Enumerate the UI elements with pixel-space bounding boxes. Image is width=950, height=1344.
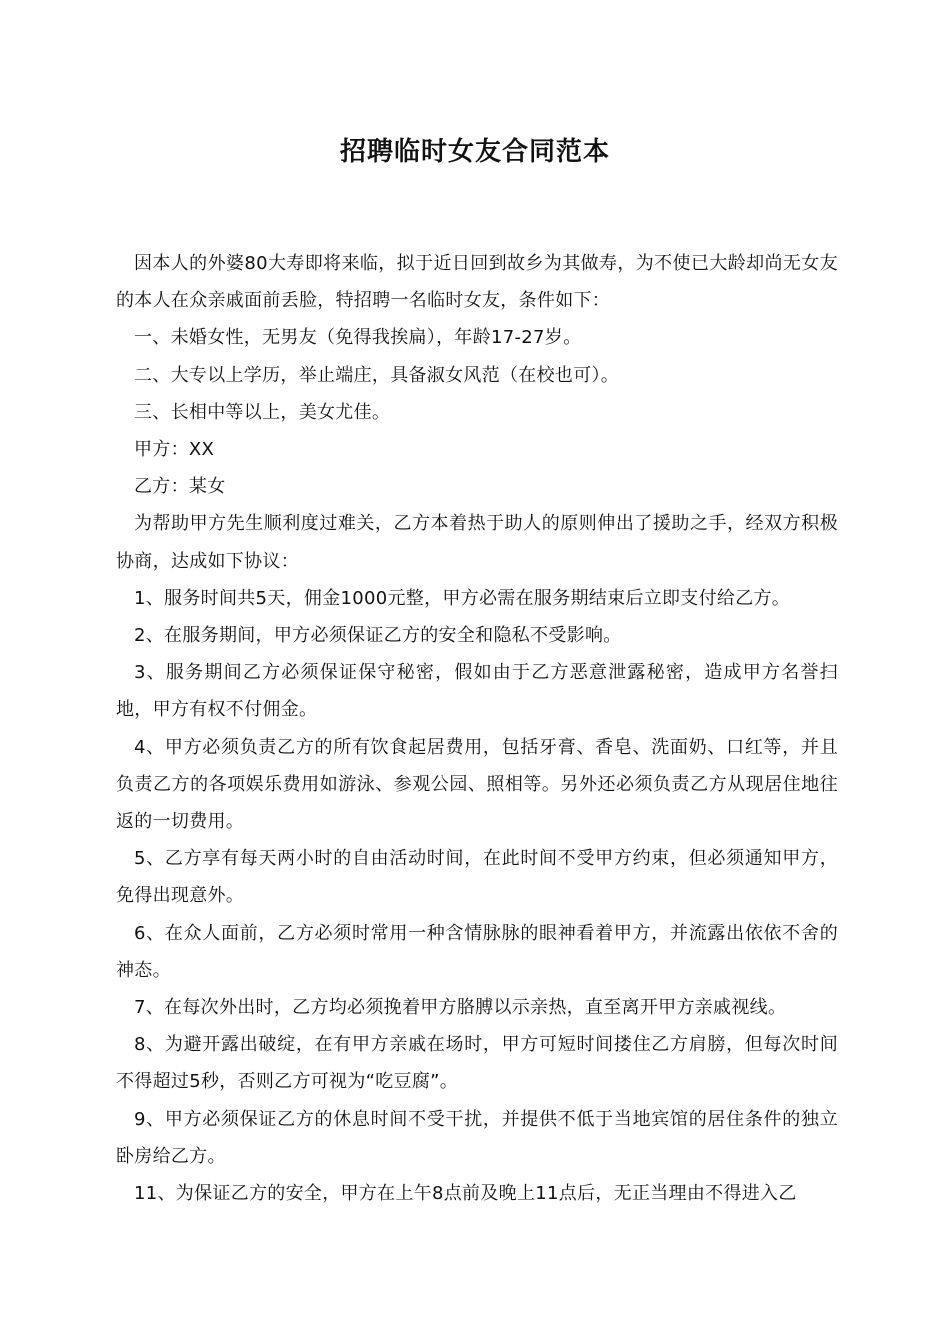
intro-paragraph: 因本人的外婆80大寿即将来临，拟于近日回到故乡为其做寿，为不使已大龄却尚无女友的本人在众亲戚面前丢脸，特招聘一名临时女友，条件如下： [116, 253, 838, 312]
clause-item: 2、在服务期间，甲方必须保证乙方的安全和隐私不受影响。 [134, 625, 622, 647]
clause-item: 4、甲方必须负责乙方的所有饮食起居费用，包括牙膏、香皂、洗面奶、口红等，并且负责乙方的各项娱乐费用如游泳、参观公园、照相等。另外还必须负责乙方从现居住地往返的一切费用。 [116, 736, 838, 833]
clause-item: 6、在众人面前，乙方必须时常用一种含情脉脉的眼神看着甲方，并流露出依依不舍的神态。 [116, 922, 838, 981]
party-a-line: 甲方：XX [134, 439, 215, 461]
clause-item: 9、甲方必须保证乙方的休息时间不受干扰，并提供不低于当地宾馆的居住条件的独立卧房给乙方。 [116, 1108, 838, 1167]
condition-item: 一、未婚女性，无男友（免得我挨扁），年龄17-27岁。 [134, 327, 582, 349]
document-title: 招聘临时女友合同范本 [339, 137, 610, 167]
clause-item: 8、为避开露出破绽，在有甲方亲戚在场时，甲方可短时间搂住乙方肩膀，但每次时间不得超过5秒，否则乙方可视为“吃豆腐”。 [116, 1034, 838, 1093]
clause-item: 11、为保证乙方的安全，甲方在上午8点前及晚上11点后，无正当理由不得进入乙 [134, 1183, 797, 1205]
clause-item: 1、服务时间共5天，佣金1000元整，甲方必需在服务期结束后立即支付给乙方。 [134, 587, 791, 609]
clause-item: 7、在每次外出时，乙方均必须挽着甲方胳膊以示亲热，直至离开甲方亲戚视线。 [134, 997, 787, 1019]
condition-item: 二、大专以上学历，举止端庄，具备淑女风范（在校也可）。 [134, 364, 620, 386]
condition-item: 三、长相中等以上，美女尤佳。 [134, 401, 391, 423]
agreement-preamble: 为帮助甲方先生顺利度过难关，乙方本着热于助人的原则伸出了援助之手，经双方积极协商，达成如下协议： [116, 513, 838, 572]
document-body [116, 245, 838, 1212]
clause-item: 5、乙方享有每天两小时的自由活动时间，在此时间不受甲方约束，但必须通知甲方，免得出现意外。 [116, 848, 838, 907]
party-b-line: 乙方：某女 [134, 476, 226, 498]
clause-item: 3、服务期间乙方必须保证保守秘密，假如由于乙方恶意泄露秘密，造成甲方名誉扫地，甲方有权不付佣金。 [116, 662, 838, 721]
